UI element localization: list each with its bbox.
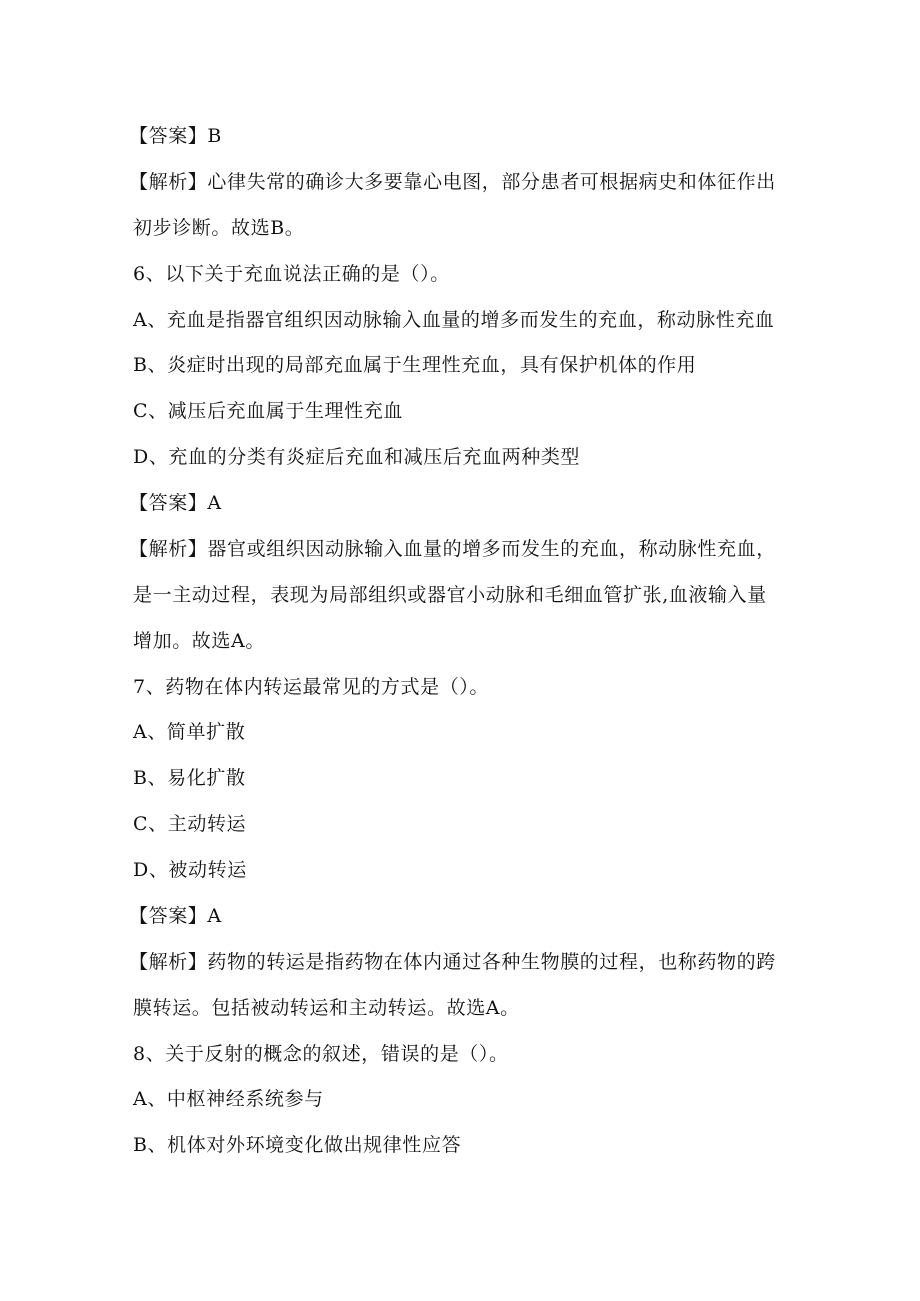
option-a: A、中枢神经系统参与 [133, 1088, 324, 1110]
option-b: B、机体对外环境变化做出规律性应答 [133, 1134, 462, 1156]
explanation-text: 初步诊断。故选B。 [133, 217, 305, 239]
option-c: C、主动转运 [133, 813, 247, 835]
question-text: 7、药物在体内转运最常见的方式是（）。 [133, 676, 489, 698]
option-b: B、炎症时出现的局部充血属于生理性充血，具有保护机体的作用 [133, 354, 697, 376]
option-a: A、充血是指器官组织因动脉输入血量的增多而发生的充血，称动脉性充血 [133, 309, 775, 331]
explanation-text: 【解析】心律失常的确诊大多要靠心电图，部分患者可根据病史和体征作出 [129, 171, 776, 193]
answer-label: 【答案】B [129, 125, 222, 147]
explanation-text: 增加。故选A。 [133, 630, 265, 652]
explanation-text: 膜转运。包括被动转运和主动转运。故选A。 [133, 997, 520, 1019]
option-d: D、充血的分类有炎症后充血和减压后充血两种类型 [133, 446, 581, 468]
question-text: 8、关于反射的概念的叙述，错误的是（）。 [133, 1043, 509, 1065]
explanation-text: 【解析】药物的转运是指药物在体内通过各种生物膜的过程，也称药物的跨 [129, 951, 776, 973]
explanation-text: 是一主动过程，表现为局部组织或器官小动脉和毛细血管扩张,血液输入量 [133, 584, 767, 606]
option-b: B、易化扩散 [133, 767, 246, 789]
option-c: C、减压后充血属于生理性充血 [133, 400, 403, 422]
option-a: A、简单扩散 [133, 721, 246, 743]
answer-label: 【答案】A [129, 492, 222, 514]
explanation-text: 【解析】器官或组织因动脉输入血量的增多而发生的充血，称动脉性充血， [129, 538, 776, 560]
question-text: 6、以下关于充血说法正确的是（）。 [133, 263, 450, 285]
option-d: D、被动转运 [133, 859, 247, 881]
answer-label: 【答案】A [129, 905, 222, 927]
